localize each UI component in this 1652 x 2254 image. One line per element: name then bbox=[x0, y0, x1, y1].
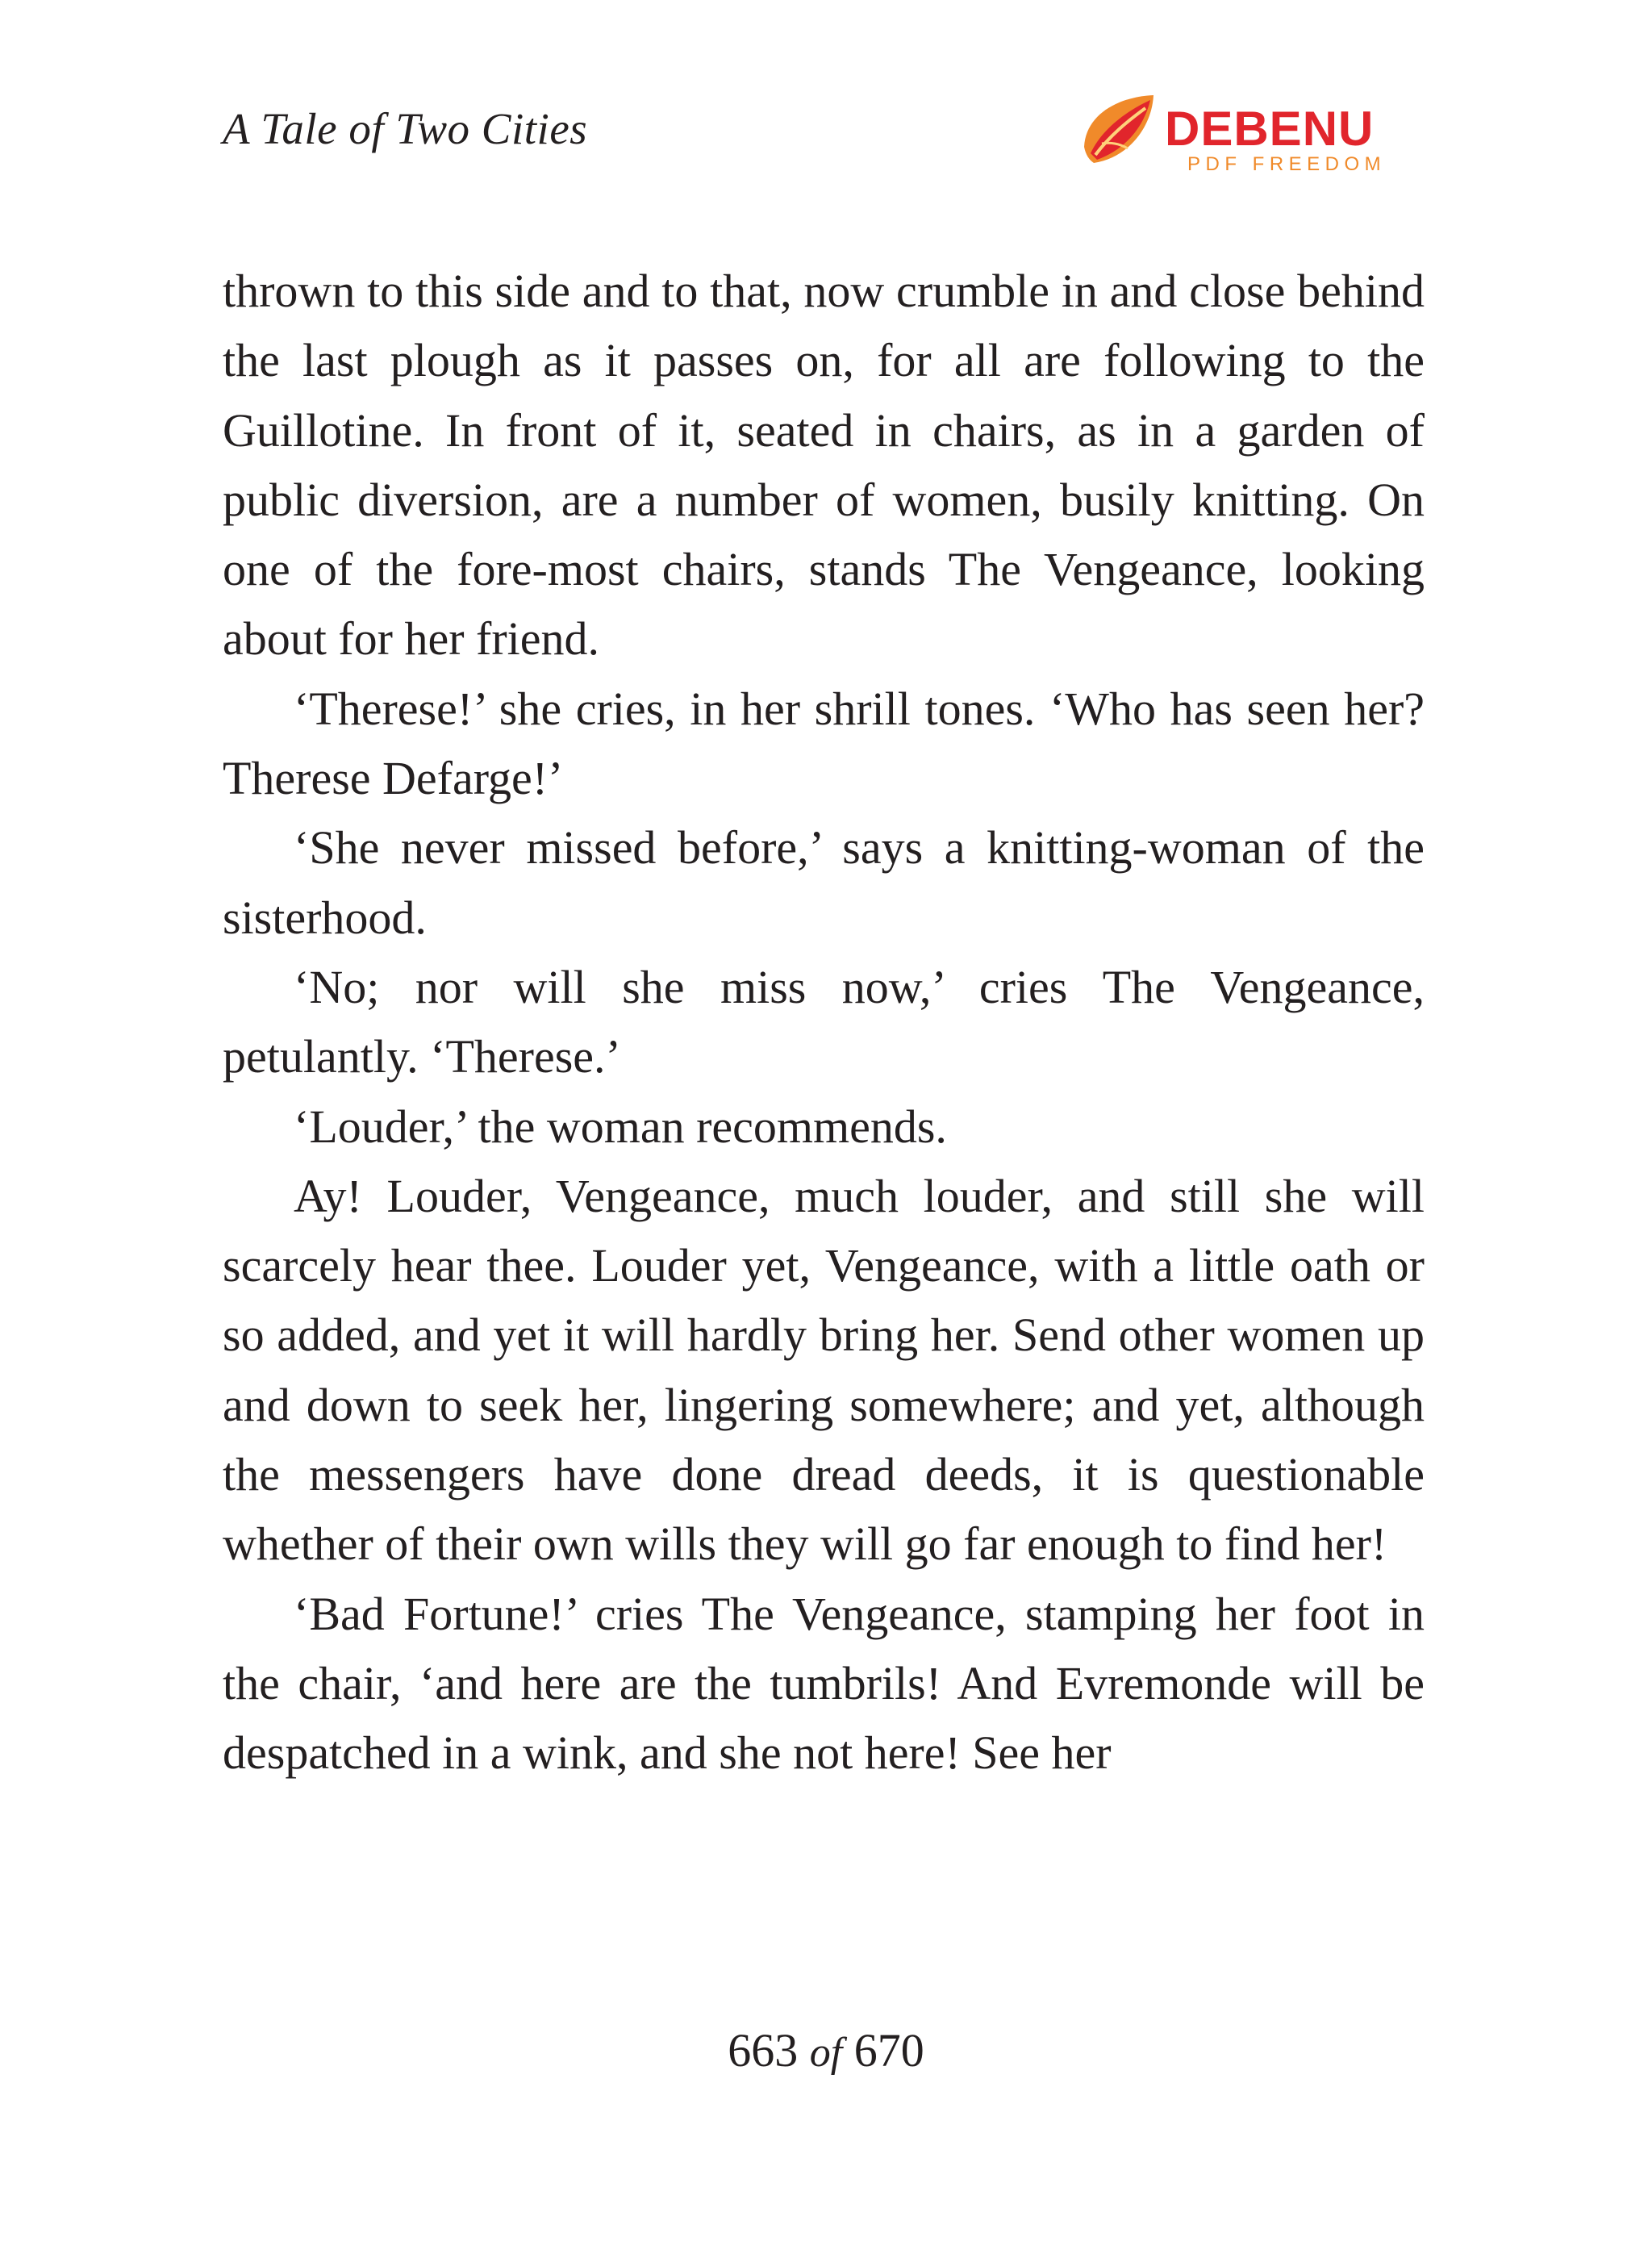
logo-brand-name: DEBENU bbox=[1165, 102, 1375, 156]
running-header-title: A Tale of Two Cities bbox=[223, 104, 588, 153]
debenu-leaf-logo-icon bbox=[1078, 90, 1162, 168]
paragraph: ‘Bad Fortune!’ cries The Vengeance, stamping her foot in the chair, ‘and here are the tumbrils! And Evremonde will be despatched in a wink, and she not here! See her bbox=[223, 1587, 1425, 1780]
page-number-footer bbox=[0, 2023, 1652, 2077]
paragraph: thrown to this side and to that, now crumble in and close behind the last plough as it passes on, for all are following to the Guillotine. In front of it, seated in chairs, as in a garden of public diversion, are a number of women, busily knitting. On one of the fore-most chairs, stands The Vengeance, looking about for her friend. bbox=[223, 265, 1425, 666]
current-page-number: 663 bbox=[728, 2024, 799, 2077]
total-pages-number: 670 bbox=[853, 2024, 924, 2077]
logo-tagline: PDF FREEDOM bbox=[1187, 153, 1387, 175]
paragraph: ‘No; nor will she miss now,’ cries The Vengeance, petulantly. ‘Therese.’ bbox=[223, 960, 1425, 1083]
debenu-logo bbox=[1078, 90, 1387, 175]
body-text bbox=[223, 257, 1425, 1789]
page-of-label: of bbox=[809, 2030, 843, 2076]
paragraph: ‘She never missed before,’ says a knitting-woman of the sisterhood. bbox=[223, 821, 1425, 944]
paragraph: ‘Louder,’ the woman recommends. bbox=[294, 1100, 947, 1153]
paragraph: ‘Therese!’ she cries, in her shrill tones. ‘Who has seen her? Therese Defarge!’ bbox=[223, 682, 1425, 805]
paragraph: Ay! Louder, Vengeance, much louder, and still she will scarcely hear thee. Louder yet, Vengeance, with a little oath or so added, and yet it will hardly bring her. Send other women up and down to seek her, lingering somewhere; and yet, although the messengers have done dread deeds, it is questionable whether of their own wills they will go far enough to find her! bbox=[223, 1169, 1425, 1571]
